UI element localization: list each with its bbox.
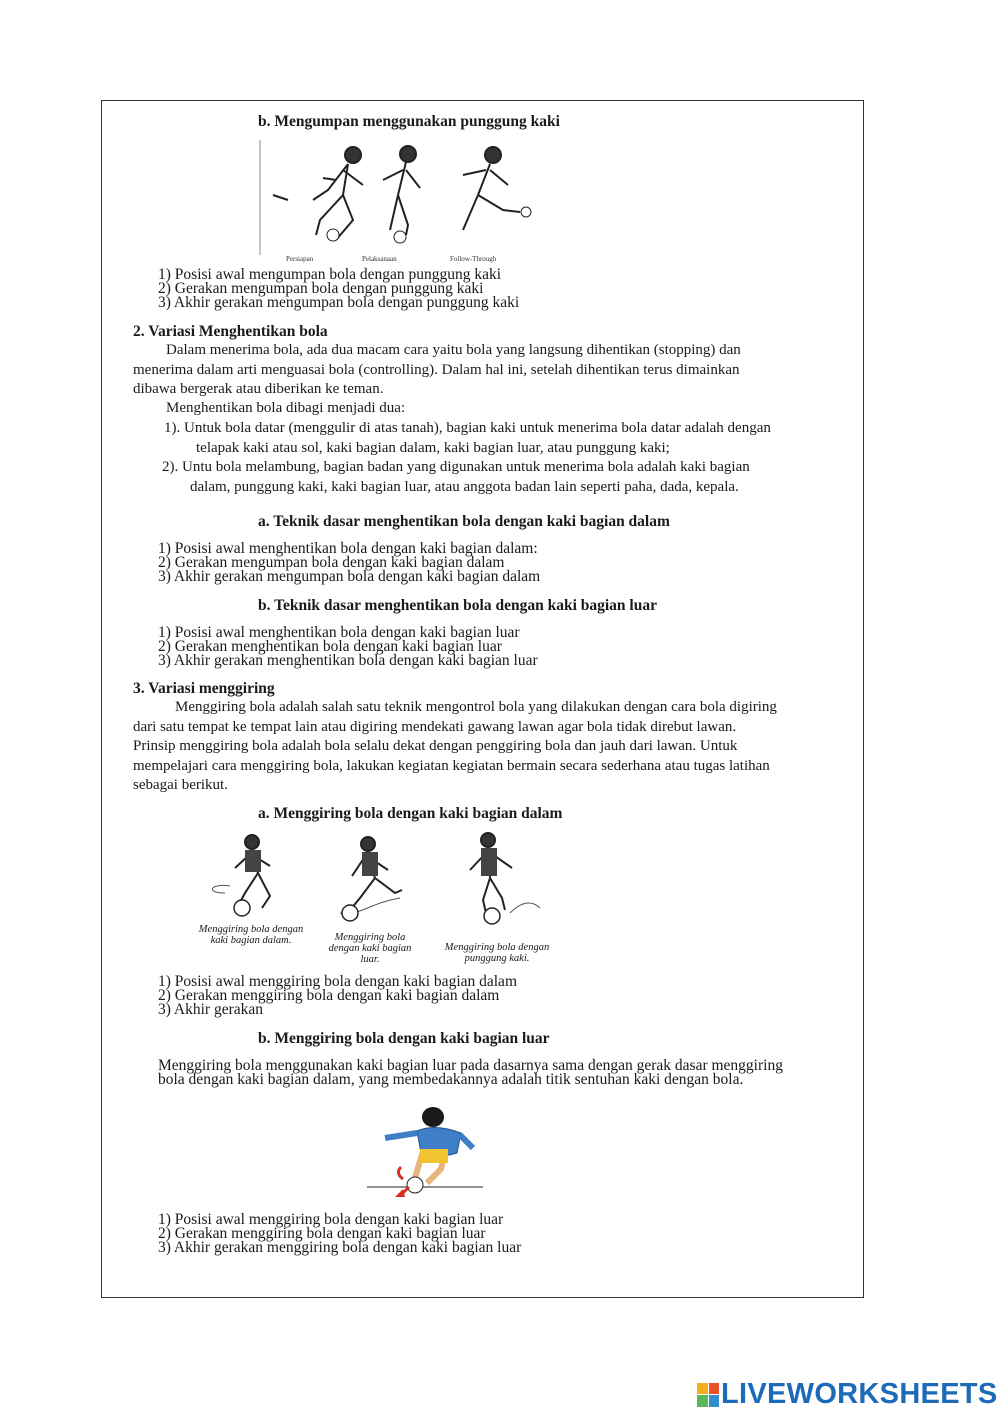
list-item: 3) Akhir gerakan menghentikan bola dengan kaki bagian luar <box>158 652 538 669</box>
list-stop-outside <box>158 626 538 668</box>
caption-follow-through: Follow-Through <box>450 255 497 263</box>
heading-passing-instep: b. Mengumpan menggunakan punggung kaki <box>258 113 560 130</box>
list-item: 3) Akhir gerakan mengumpan bola dengan punggung kaki <box>158 294 520 311</box>
list-item: 3) Akhir gerakan <box>158 1001 264 1018</box>
list-item: 2) Gerakan menggiring bola dengan kaki bagian dalam <box>158 987 500 1004</box>
text-line: dalam, punggung kaki, kaki bagian luar, atau anggota badan lain seperti paha, dada, kepala. <box>190 478 739 495</box>
para-dibagi-dua: Menghentikan bola dibagi menjadi dua: <box>166 400 406 416</box>
heading-dribble-outside: b. Menggiring bola dengan kaki bagian luar <box>258 1030 550 1047</box>
text-line: mempelajari cara menggiring bola, lakukan kegiatan kegiatan bermain secara sederhana atau tugas latihan <box>133 757 770 774</box>
list-stop-inside <box>158 542 540 584</box>
text-line: 2). Untu bola melambung, bagian badan yang digunakan untuk menerima bola adalah kaki bagian <box>162 459 750 475</box>
caption-dribble-outside: Menggiring bola dengan kaki bagian luar. <box>328 932 412 965</box>
list-item: 1) Posisi awal menghentikan bola dengan kaki bagian luar <box>158 624 520 641</box>
caption-persiapan: Persiapan <box>286 255 314 263</box>
text-line: telapak kaki atau sol, kaki bagian dalam, kaki bagian luar, atau punggung kaki; <box>196 439 670 456</box>
list-item: 1) Posisi awal menggiring bola dengan kaki bagian luar <box>158 1211 504 1228</box>
heading-stop-outside: b. Teknik dasar menghentikan bola dengan kaki bagian luar <box>258 597 657 614</box>
liveworksheets-brand[interactable] <box>697 1378 998 1411</box>
heading-dribble-inside: a. Menggiring bola dengan kaki bagian dalam <box>258 805 563 822</box>
list-dribble-outside <box>158 1213 521 1255</box>
list-item: 2) Gerakan menghentikan bola dengan kaki bagian luar <box>158 638 502 655</box>
brand-text: LIVEWORKSHEETS <box>721 1378 998 1410</box>
list-item: 2) Gerakan mengumpan bola dengan kaki bagian dalam <box>158 554 505 571</box>
heading-variasi-menggiring: 3. Variasi menggiring <box>133 680 275 697</box>
para-menggiring <box>133 698 777 796</box>
caption-dribble-instep: Menggiring bola dengan punggung kaki. <box>444 942 550 964</box>
list-item: 1) Posisi awal menghentikan bola dengan kaki bagian dalam: <box>158 540 538 557</box>
figure-dribbling <box>190 828 560 974</box>
heading-variasi-menghentikan: 2. Variasi Menghentikan bola <box>133 323 328 340</box>
para-dribble-outside <box>158 1059 783 1087</box>
text-line: bola dengan kaki bagian dalam, yang membedakannya adalah titik sentuhan kaki dengan bola. <box>158 1071 744 1088</box>
text-line: menerima dalam arti menguasai bola (controlling). Dalam hal ini, setelah dihentikan terus dimainkan <box>133 361 740 378</box>
caption-dribble-inside: Menggiring bola dengan kaki bagian dalam. <box>198 924 304 946</box>
text-line: sebagai berikut. <box>133 777 228 793</box>
list-item: 1) Posisi awal menggiring bola dengan kaki bagian dalam <box>158 973 517 990</box>
text-line: Menggiring bola menggunakan kaki bagian luar pada dasarnya sama dengan gerak dasar menggiring <box>158 1057 783 1074</box>
heading-stop-inside: a. Teknik dasar menghentikan bola dengan kaki bagian dalam <box>258 513 670 530</box>
figure-dribble-outside <box>365 1103 485 1199</box>
list-passing-instep <box>158 268 519 310</box>
figure-passing-instep <box>258 140 533 262</box>
point-bola-melambung <box>162 458 750 497</box>
text-line: dari satu tempat ke tempat lain atau digiring mendekati gawang lawan agar bola tidak direbut lawan. <box>133 718 737 735</box>
list-dribble-inside <box>158 975 517 1017</box>
text-line: 1). Untuk bola datar (menggulir di atas tanah), bagian kaki untuk menerima bola datar adalah dengan <box>164 420 771 436</box>
caption-pelaksanaan: Pelaksanaan <box>362 255 397 263</box>
list-item: 1) Posisi awal mengumpan bola dengan punggung kaki <box>158 266 502 283</box>
text-line: dibawa bergerak atau diberikan ke teman. <box>133 381 384 397</box>
liveworksheets-logo-icon <box>697 1383 719 1407</box>
text-line: Menggiring bola adalah salah satu teknik mengontrol bola yang dilakukan dengan cara bola digiring <box>175 699 777 715</box>
list-item: 3) Akhir gerakan menggiring bola dengan kaki bagian luar <box>158 1239 522 1256</box>
list-item: 2) Gerakan menggiring bola dengan kaki bagian luar <box>158 1225 486 1242</box>
list-item: 2) Gerakan mengumpan bola dengan punggung kaki <box>158 280 484 297</box>
text-line: Dalam menerima bola, ada dua macam cara yaitu bola yang langsung dihentikan (stopping) dan <box>166 342 741 358</box>
text-line: Prinsip menggiring bola adalah bola selalu dekat dengan penggiring bola dan jauh dari lawan. Untuk <box>133 738 738 754</box>
list-item: 3) Akhir gerakan mengumpan bola dengan kaki bagian dalam <box>158 568 541 585</box>
point-bola-datar <box>164 419 771 458</box>
para-menerima-bola <box>133 341 741 400</box>
